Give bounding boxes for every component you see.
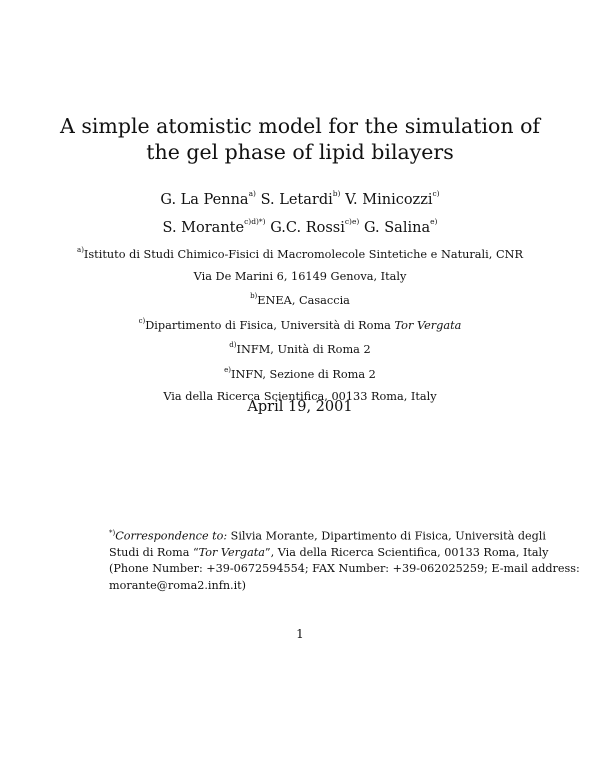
author-line-1 (0, 184, 600, 212)
affiliation-text: Via De Marini 6, 16149 Genova, Italy (193, 269, 407, 283)
author-affiliation-mark: c)d)*) (244, 216, 266, 226)
affiliation-mark: b) (250, 292, 258, 301)
paper-title (0, 113, 600, 165)
affiliation-italic: Tor Vergata (394, 318, 462, 332)
affiliation-mark: a) (77, 246, 84, 254)
author-affiliation-mark: e) (430, 216, 438, 226)
correspondence-line-3: (Phone Number: +39-0672594554; FAX Number: +39-062025259; E-mail address: (109, 562, 580, 576)
correspondence-line-1 (109, 525, 546, 545)
affiliation-mark: e) (224, 366, 232, 375)
footnote-mark: *) (109, 529, 116, 537)
affiliation-item (0, 241, 600, 266)
author-affiliation-mark: c)e) (344, 216, 360, 226)
correspondence-line-2 (109, 545, 549, 561)
author-affiliation-mark: c) (432, 189, 440, 198)
affiliation-mark: c) (138, 316, 146, 325)
correspondence-text: Studi di Roma “ (109, 546, 199, 560)
affiliation-text: INFM, Unità di Roma 2 (236, 343, 371, 357)
affiliation-mark: d) (229, 341, 237, 350)
affiliation-item (0, 266, 600, 288)
author-line-2 (0, 212, 600, 240)
author-affiliation-mark: a) (248, 189, 256, 198)
author-name: G. Salina (363, 219, 431, 236)
affiliation-item (0, 361, 600, 386)
correspondence-footnote (109, 525, 580, 594)
affiliation-item (0, 336, 600, 361)
author-list (0, 184, 600, 240)
page-number: 1 (296, 627, 304, 641)
correspondence-italic: Tor Vergata (198, 546, 265, 560)
affiliation-text: INFN, Sezione di Roma 2 (231, 367, 376, 381)
author-name: G. La Penna (160, 191, 249, 208)
affiliation-text: ENEA, Casaccia (257, 294, 350, 308)
affiliation-text: Dipartimento di Fisica, Università di Roma (145, 318, 395, 332)
correspondence-line-4: morante@roma2.infn.it) (109, 578, 247, 592)
affiliation-text: Istituto di Studi Chimico-Fisici di Macromolecole Sintetiche e Naturali, CNR (83, 247, 523, 261)
title-line-2: the gel phase of lipid bilayers (146, 140, 454, 164)
author-name: V. Minicozzi (345, 191, 433, 208)
correspondence-text: Silvia Morante, Dipartimento di Fisica, Università degli (227, 529, 546, 543)
author-name: S. Morante (162, 219, 245, 236)
affiliation-item (0, 312, 600, 337)
correspondence-label: Correspondence to: (115, 529, 228, 543)
affiliation-item (0, 287, 600, 312)
author-name: S. Letardi (260, 191, 333, 208)
correspondence-text: ”, Via della Ricerca Scientifica, 00133 Roma, Italy (264, 546, 549, 560)
paper-date: April 19, 2001 (247, 399, 353, 415)
author-affiliation-mark: b) (332, 189, 341, 198)
affiliation-list (0, 241, 600, 407)
affiliation-text: Via della Ricerca Scientifica, 00133 Roma, Italy (163, 389, 437, 403)
title-line-1: A simple atomistic model for the simulation of (60, 114, 540, 138)
author-name: G.C. Rossi (270, 219, 345, 236)
